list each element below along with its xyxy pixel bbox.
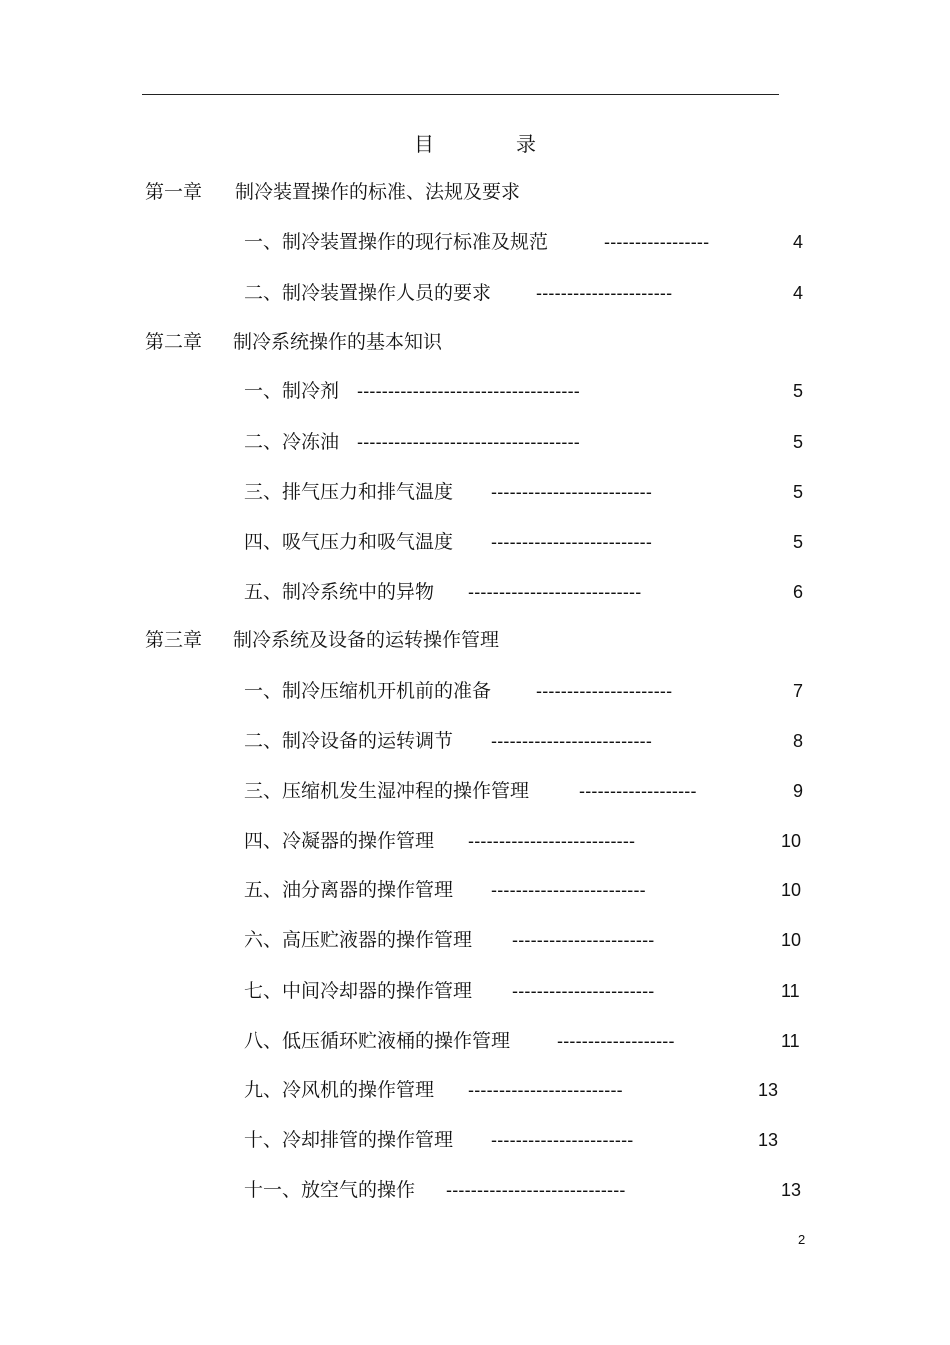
entry-leader: --------------------------: [491, 482, 653, 502]
entry-title: 一、制冷剂: [244, 380, 340, 402]
entry-page: 5: [793, 381, 804, 401]
entry-leader: ----------------------------: [468, 582, 642, 602]
entry-leader: -----------------------: [512, 981, 655, 1001]
entry-page: 6: [793, 582, 804, 602]
entry-title: 一、制冷装置操作的现行标准及规范: [244, 231, 549, 253]
entry-title: 九、冷风机的操作管理: [244, 1079, 435, 1101]
entry-leader: --------------------------: [491, 731, 653, 751]
entry-page: 5: [793, 432, 804, 452]
entry-title: 五、制冷系统中的异物: [244, 581, 435, 603]
chapter-number: 第二章: [145, 331, 203, 353]
chapter-title: 制冷装置操作的标准、法规及要求: [235, 181, 521, 203]
chapter-number: 第三章: [145, 629, 203, 651]
toc-entry[interactable]: [244, 228, 814, 256]
entry-title: 二、制冷设备的运转调节: [244, 730, 454, 752]
entry-leader: -----------------: [604, 232, 710, 252]
toc-title-right: 录: [516, 132, 536, 156]
chapter-1[interactable]: [145, 178, 645, 206]
entry-page: 7: [793, 681, 804, 701]
toc-entry[interactable]: [244, 876, 814, 904]
entry-leader: ----------------------: [536, 283, 673, 303]
toc-entry[interactable]: [244, 1126, 814, 1154]
entry-title: 二、冷冻油: [244, 431, 340, 453]
entry-title: 八、低压循环贮液桶的操作管理: [244, 1030, 511, 1052]
entry-title: 十、冷却排管的操作管理: [244, 1129, 454, 1151]
entry-leader: -----------------------: [512, 930, 655, 950]
entry-leader: -------------------: [579, 781, 697, 801]
entry-title: 四、吸气压力和吸气温度: [244, 531, 454, 553]
entry-leader: ---------------------------: [468, 831, 636, 851]
toc-entry[interactable]: [244, 1076, 814, 1104]
entry-leader: -----------------------------: [446, 1180, 626, 1200]
toc-entry[interactable]: [244, 827, 814, 855]
entry-page: 13: [781, 1180, 802, 1200]
entry-page: 9: [793, 781, 804, 801]
entry-title: 三、排气压力和排气温度: [244, 481, 454, 503]
chapter-title: 制冷系统操作的基本知识: [233, 331, 443, 353]
entry-title: 四、冷凝器的操作管理: [244, 830, 435, 852]
entry-page: 13: [758, 1130, 779, 1150]
entry-page: 8: [793, 731, 804, 751]
entry-leader: -----------------------: [491, 1130, 634, 1150]
entry-leader: --------------------------: [491, 532, 653, 552]
entry-page: 5: [793, 532, 804, 552]
toc-entry[interactable]: [244, 478, 814, 506]
entry-title: 六、高压贮液器的操作管理: [244, 929, 473, 951]
entry-leader: -------------------------: [491, 880, 646, 900]
entry-title: 五、油分离器的操作管理: [244, 879, 454, 901]
toc-entry[interactable]: [244, 279, 814, 307]
toc-entry[interactable]: [244, 377, 814, 405]
entry-page: 10: [781, 831, 802, 851]
entry-page: 13: [758, 1080, 779, 1100]
entry-title: 七、中间冷却器的操作管理: [244, 980, 473, 1002]
entry-leader: ------------------------------------: [357, 432, 580, 452]
entry-title: 三、压缩机发生湿冲程的操作管理: [244, 780, 530, 802]
entry-page: 10: [781, 930, 802, 950]
entry-page: 11: [781, 981, 800, 1001]
entry-title: 二、制冷装置操作人员的要求: [244, 282, 492, 304]
entry-page: 4: [793, 232, 804, 252]
entry-leader: ----------------------: [536, 681, 673, 701]
toc-title-left: 目: [414, 132, 434, 156]
chapter-3[interactable]: [145, 626, 645, 654]
entry-title: 十一、放空气的操作: [244, 1179, 416, 1201]
entry-page: 4: [793, 283, 804, 303]
entry-page: 11: [781, 1031, 800, 1051]
entry-title: 一、制冷压缩机开机前的准备: [244, 680, 492, 702]
entry-leader: -------------------: [557, 1031, 675, 1051]
toc-entry[interactable]: [244, 528, 814, 556]
chapter-title: 制冷系统及设备的运转操作管理: [233, 629, 500, 651]
toc-entry[interactable]: [244, 1176, 814, 1204]
chapter-number: 第一章: [145, 181, 203, 203]
toc-entry[interactable]: [244, 777, 814, 805]
entry-leader: ------------------------------------: [357, 381, 580, 401]
entry-page: 5: [793, 482, 804, 502]
toc-entry[interactable]: [244, 677, 814, 705]
toc-entry[interactable]: [244, 727, 814, 755]
toc-entry[interactable]: [244, 578, 814, 606]
toc-entry[interactable]: [244, 1027, 814, 1055]
page-number: 2: [798, 1232, 806, 1247]
header-rule: [142, 94, 779, 95]
entry-page: 10: [781, 880, 802, 900]
toc-entry[interactable]: [244, 926, 814, 954]
entry-leader: -------------------------: [468, 1080, 623, 1100]
toc-entry[interactable]: [244, 428, 814, 456]
toc-entry[interactable]: [244, 977, 814, 1005]
chapter-2[interactable]: [145, 328, 645, 356]
